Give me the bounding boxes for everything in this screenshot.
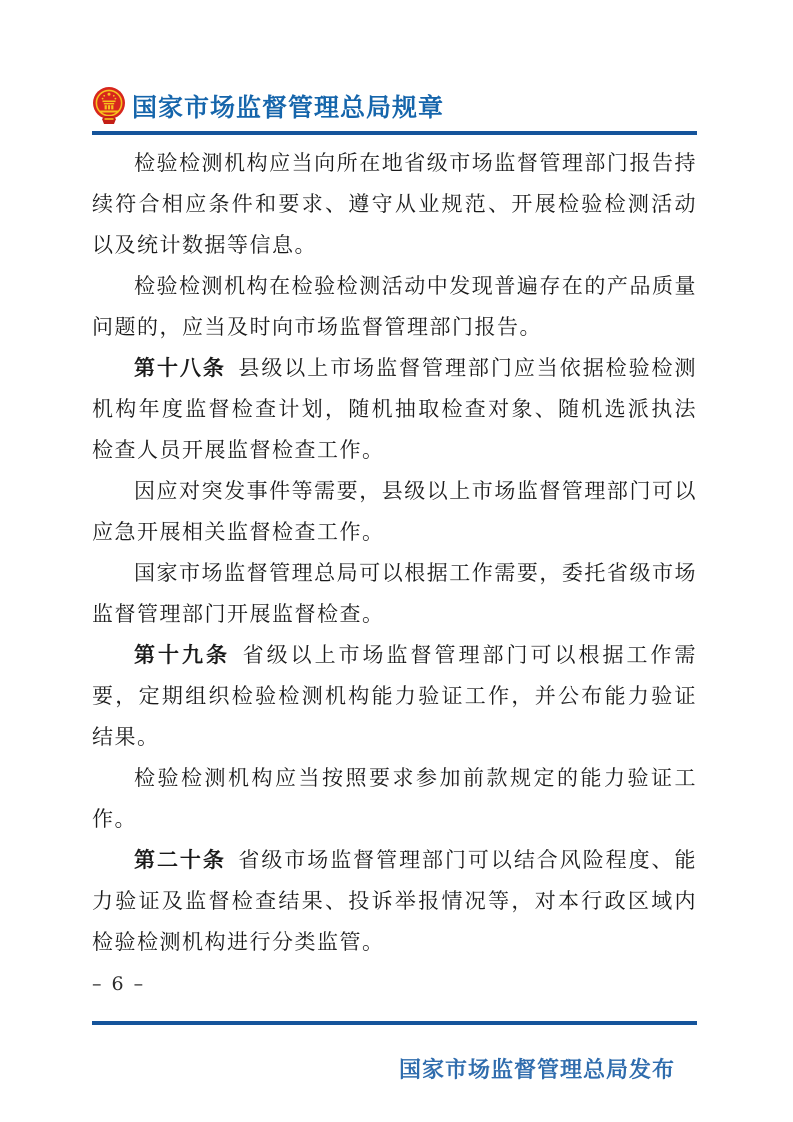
page-number: – 6 – (92, 973, 146, 995)
page-title: 国家市场监督管理总局规章 (132, 94, 445, 122)
article-number: 第十八条 (134, 357, 226, 380)
paragraph (92, 143, 697, 266)
paragraph-text: 省级以上市场监督管理部门可以根据工作需要，定期组织检验检测机构能力验证工作，并公布能力验证结果。 (92, 643, 697, 749)
article-number: 第十九条 (134, 644, 230, 667)
document-header (92, 86, 697, 126)
paragraph (92, 471, 697, 553)
paragraph (92, 266, 697, 348)
paragraph-text: 省级市场监督管理部门可以结合风险程度、能力验证及监督检查结果、投诉举报情况等，对本行政区域内检验检测机构进行分类监管。 (92, 848, 698, 954)
paragraph (92, 635, 697, 758)
paragraph-text: 县级以上市场监督管理部门应当依据检验检测机构年度监督检查计划，随机抽取检查对象、随机选派执法检查人员开展监督检查工作。 (92, 356, 698, 462)
china-national-emblem-icon (92, 86, 126, 126)
paragraph (92, 758, 697, 840)
article-number: 第二十条 (134, 849, 226, 872)
header-rule (92, 131, 697, 135)
paragraph-text: 检验检测机构在检验检测活动中发现普遍存在的产品质量问题的，应当及时向市场监督管理部门报告。 (92, 274, 697, 339)
paragraph-text: 国家市场监督管理总局可以根据工作需要，委托省级市场监督管理部门开展监督检查。 (92, 561, 697, 626)
paragraph (92, 348, 697, 471)
publisher-line: 国家市场监督管理总局发布 (398, 1057, 675, 1082)
paragraph (92, 840, 697, 963)
footer-rule (92, 1021, 697, 1025)
paragraph (92, 553, 697, 635)
document-body (92, 143, 697, 963)
paragraph-text: 检验检测机构应当向所在地省级市场监督管理部门报告持续符合相应条件和要求、遵守从业规范、开展检验检测活动以及统计数据等信息。 (92, 151, 697, 257)
paragraph-text: 因应对突发事件等需要，县级以上市场监督管理部门可以应急开展相关监督检查工作。 (92, 479, 697, 544)
paragraph-text: 检验检测机构应当按照要求参加前款规定的能力验证工作。 (92, 766, 697, 831)
